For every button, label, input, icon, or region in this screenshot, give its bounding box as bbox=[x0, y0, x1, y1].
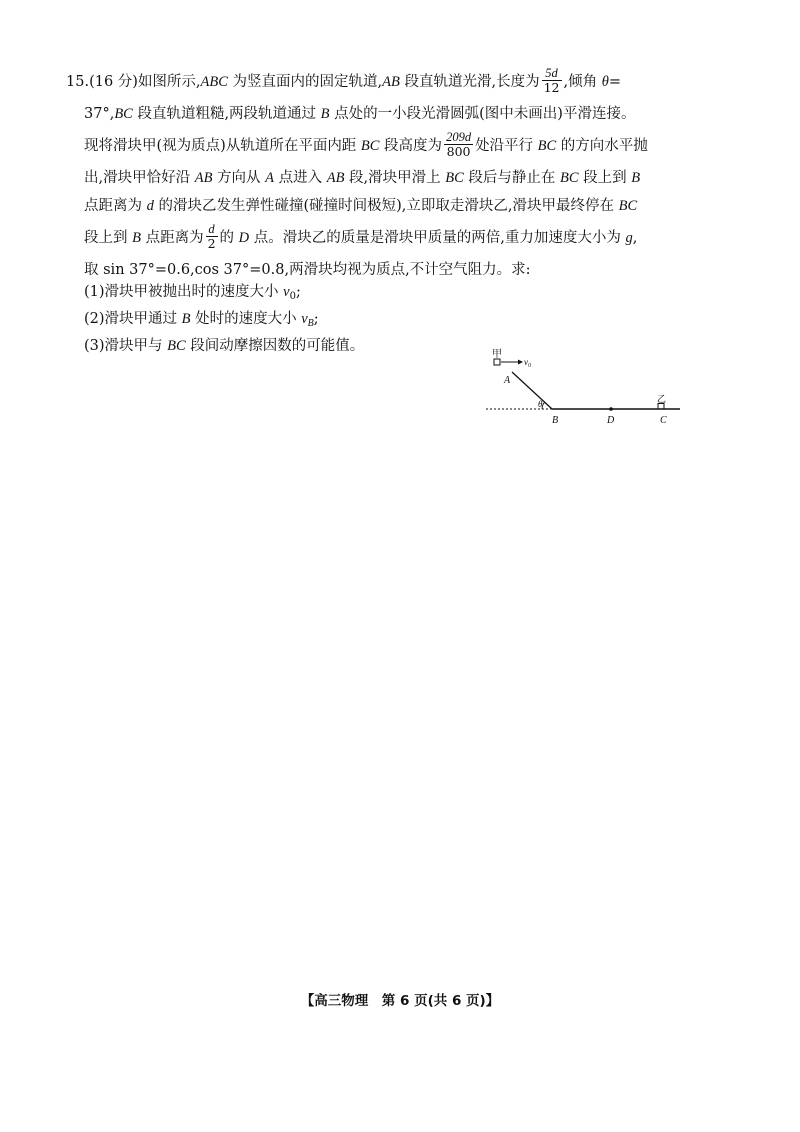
question-3 bbox=[84, 335, 364, 358]
text: ; bbox=[295, 284, 301, 300]
problem-number: 15. bbox=[66, 74, 90, 90]
label-v0-sub: 0 bbox=[528, 363, 531, 369]
question-2 bbox=[84, 308, 364, 335]
text: , bbox=[632, 230, 638, 246]
label-v0-v: v bbox=[524, 357, 528, 367]
text: BC bbox=[560, 170, 579, 186]
text: 点处的一小段光滑圆弧(图中未画出)平滑连接。 bbox=[329, 106, 636, 122]
problem-line-3 bbox=[66, 128, 706, 164]
text: 段直轨道光滑,长度为 bbox=[399, 74, 540, 90]
text: 出,滑块甲恰好沿 bbox=[84, 170, 195, 186]
label-c: C bbox=[660, 415, 667, 426]
text: 点进入 bbox=[274, 170, 327, 186]
text: 37°, bbox=[84, 106, 115, 122]
label-d: D bbox=[607, 415, 615, 426]
text: (1)滑块甲被抛出时的速度大小 bbox=[84, 284, 284, 300]
text: D bbox=[238, 230, 250, 246]
text: 段高度为 bbox=[379, 138, 443, 154]
fraction-denominator: 2 bbox=[207, 235, 216, 251]
text: AB bbox=[382, 74, 400, 90]
label-yi: 乙 bbox=[657, 395, 667, 405]
text: (3)滑块甲与 bbox=[84, 338, 168, 354]
text: B bbox=[132, 230, 141, 246]
text: 的 bbox=[219, 230, 239, 246]
text: 段,滑块甲滑上 bbox=[344, 170, 446, 186]
problem-line-6 bbox=[66, 220, 706, 256]
sub-questions bbox=[84, 281, 364, 358]
fraction-denominator: 12 bbox=[543, 79, 560, 95]
fraction-209d-800 bbox=[444, 130, 473, 159]
text: 处沿平行 bbox=[475, 138, 538, 154]
subscript: B bbox=[307, 318, 314, 329]
text: 段上到 bbox=[578, 170, 632, 186]
track-diagram bbox=[480, 345, 690, 435]
text: BC bbox=[114, 106, 133, 122]
problem-line-2 bbox=[66, 100, 706, 128]
track-ab bbox=[512, 372, 552, 409]
text: BC bbox=[360, 138, 380, 154]
text: ,倾角 bbox=[563, 74, 602, 90]
fraction-numerator: 209d bbox=[446, 129, 472, 144]
subscript: 0 bbox=[289, 291, 296, 302]
text: 点。滑块乙的质量是滑块甲质量的两倍,重力加速度大小为 bbox=[249, 230, 626, 246]
fraction-d-2 bbox=[206, 222, 218, 251]
text: v bbox=[283, 284, 290, 300]
text: BC bbox=[618, 198, 638, 214]
text: 段间动摩擦因数的可能值。 bbox=[185, 338, 365, 354]
text: ABC bbox=[200, 74, 228, 90]
label-theta: θ bbox=[538, 399, 543, 409]
text: g bbox=[625, 230, 633, 246]
theta-symbol: θ bbox=[601, 74, 609, 90]
text: AB bbox=[326, 170, 345, 186]
text: 段上到 bbox=[84, 230, 133, 246]
label-v0 bbox=[524, 357, 531, 369]
label-a: A bbox=[504, 375, 511, 386]
text: B bbox=[181, 311, 191, 327]
text: 如图所示, bbox=[137, 74, 201, 90]
text: 点距离为 bbox=[140, 230, 204, 246]
text: ; bbox=[313, 311, 319, 327]
question-1 bbox=[84, 281, 364, 308]
text: BC bbox=[537, 138, 557, 154]
fraction-numerator: 5d bbox=[542, 66, 562, 81]
problem-line-4 bbox=[66, 164, 706, 192]
text: BC bbox=[167, 338, 186, 354]
text: B bbox=[320, 106, 330, 122]
text: AB bbox=[194, 170, 213, 186]
problem-line-7: 取 sin 37°=0.6,cos 37°=0.8,两滑块均视为质点,不计空气阻力。求: bbox=[84, 262, 531, 278]
label-b: B bbox=[552, 415, 559, 426]
text: 段直轨道粗糙,两段轨道通过 bbox=[132, 106, 321, 122]
problem-line-5 bbox=[66, 192, 706, 220]
text: A bbox=[265, 170, 275, 186]
text: (2)滑块甲通过 bbox=[84, 311, 182, 327]
problem-points: (16 分) bbox=[89, 74, 138, 90]
label-jia: 甲 bbox=[492, 349, 502, 360]
fraction-numerator: d bbox=[206, 222, 218, 237]
fraction-5d-12 bbox=[542, 66, 562, 95]
text: 点距离为 bbox=[84, 198, 147, 214]
problem-line-1 bbox=[66, 64, 706, 100]
text: BC bbox=[445, 170, 464, 186]
text: v bbox=[301, 311, 308, 327]
text: d bbox=[146, 198, 154, 214]
problem-15 bbox=[66, 64, 706, 284]
text: 的方向水平抛 bbox=[556, 138, 648, 154]
point-d-icon bbox=[609, 407, 613, 411]
text: B bbox=[631, 170, 641, 186]
text: 方向从 bbox=[212, 170, 266, 186]
text: 处时的速度大小 bbox=[190, 311, 302, 327]
text: 的滑块乙发生弹性碰撞(碰撞时间极短),立即取走滑块乙,滑块甲最终停在 bbox=[153, 198, 619, 214]
arrow-head-icon bbox=[518, 360, 523, 365]
text: 现将滑块甲(视为质点)从轨道所在平面内距 bbox=[84, 138, 361, 154]
text: = bbox=[608, 74, 621, 90]
fraction-denominator: 800 bbox=[446, 143, 471, 159]
text: 段后与静止在 bbox=[463, 170, 561, 186]
text: 为竖直面内的固定轨道, bbox=[227, 74, 383, 90]
page-footer: 【高三物理 第 6 页(共 6 页)】 bbox=[300, 993, 500, 1009]
